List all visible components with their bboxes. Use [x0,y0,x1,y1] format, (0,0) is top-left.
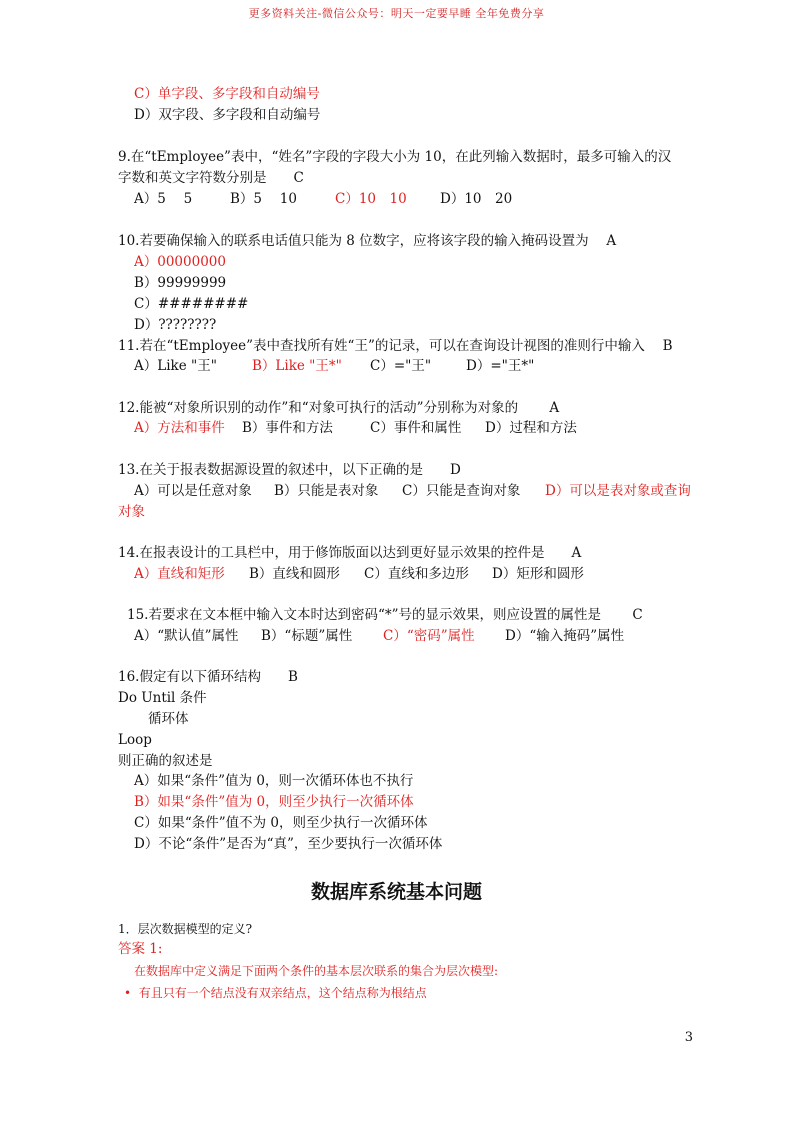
q11-options [134,357,534,375]
answer-label: 答案 1: [118,941,163,957]
q13-option-a: A）可以是任意对象 [134,483,252,499]
q15-option-a: A）“默认值”属性 [134,628,239,644]
answer-item-text: 有且只有一个结点没有双亲结点，这个结点称为根结点 [138,986,427,1000]
q13-stem: 13.在关于报表数据源设置的叙述中，以下正确的是 D [118,462,461,478]
q13-option-d-cont: 对象 [118,504,145,520]
q9-options [134,190,512,208]
q9-stem-line1: 9.在“tEmployee”表中，“姓名”字段的字段大小为 10，在此列输入数据时，最多可输入的汉 [118,149,672,165]
q11-option-b: B）Like "王*" [252,358,342,374]
q13-options [134,482,691,500]
q16-code-line2: 循环体 [148,711,189,727]
bullet-icon: • [124,986,132,1000]
q12-options [134,419,577,437]
q10-option-d: D）???????? [134,317,217,333]
page-header-banner: 更多资料关注-微信公众号：明天一定要早睡 全年免费分享 [248,7,545,20]
q15-option-b: B）“标题”属性 [261,628,353,644]
q10-option-b: B）99999999 [134,275,227,291]
q10-option-a: A）00000000 [134,254,226,270]
q9-option-a: A）5 5 [134,191,193,207]
q14-stem: 14.在报表设计的工具栏中，用于修饰版面以达到更好显示效果的控件是 A [118,545,582,561]
q15-stem: 15.若要求在文本框中输入文本时达到密码“*”号的显示效果，则应设置的属性是 C [127,607,643,623]
prev-option-d: D）双字段、多字段和自动编号 [134,107,321,123]
q12-option-a: A）方法和事件 [134,420,225,436]
q16-option-c: C）如果“条件”值不为 0，则至少执行一次循环体 [134,815,428,831]
q13-option-b: B）只能是表对象 [274,483,379,499]
q16-code-line3: Loop [118,732,152,748]
q15-options [134,627,624,645]
prev-option-c: C）单字段、多字段和自动编号 [134,86,320,102]
q16-stem: 16.假定有以下循环结构 B [118,669,298,685]
q16-code-line1: Do Until 条件 [118,690,207,706]
q13-option-d: D）可以是表对象或查询 [545,483,691,499]
q14-option-a: A）直线和矩形 [134,566,225,582]
q11-option-d: D）="王*" [466,358,535,374]
q14-option-c: C）直线和多边形 [364,566,469,582]
q14-options [134,565,584,583]
page-number: 3 [684,1030,693,1045]
q15-option-c: C）“密码”属性 [383,628,475,644]
q9-stem-line2: 字数和英文字符数分别是 C [118,170,304,186]
q14-option-d: D）矩形和圆形 [492,566,584,582]
q16-option-b: B）如果“条件”值为 0，则至少执行一次循环体 [134,794,414,810]
q10-stem: 10.若要确保输入的联系电话值只能为 8 位数字，应将该字段的输入掩码设置为 A [118,233,617,249]
q16-option-a: A）如果“条件”值为 0，则一次循环体也不执行 [134,773,414,789]
q12-option-b: B）事件和方法 [242,420,333,436]
q10-option-c: C）######## [134,296,249,312]
q11-option-c: C）="王" [370,358,432,374]
answer-list-item [124,984,427,1002]
section-title: 数据库系统基本问题 [310,881,482,903]
q12-option-c: C）事件和属性 [370,420,462,436]
q9-option-c: C）10 10 [335,191,407,207]
q12-option-d: D）过程和方法 [485,420,577,436]
q9-option-b: B）5 10 [230,191,297,207]
q14-option-b: B）直线和圆形 [249,566,340,582]
q12-stem: 12.能被“对象所识别的动作”和“对象可执行的活动”分别称为对象的 A [118,400,560,416]
q16-question: 则正确的叙述是 [118,753,213,769]
q9-option-d: D）10 20 [440,191,513,207]
q16-option-d: D）不论“条件”是否为“真”，至少要执行一次循环体 [134,836,443,852]
q13-option-c: C）只能是查询对象 [402,483,521,499]
section-question-1: 1．层次数据模型的定义? [118,922,253,936]
answer-definition: 在数据库中定义满足下面两个条件的基本层次联系的集合为层次模型: [134,964,499,978]
q11-option-a: A）Like "王" [134,358,217,374]
q15-option-d: D）“输入掩码”属性 [505,628,625,644]
q11-stem: 11.若在“tEmployee”表中查找所有姓“王”的记录，可以在查询设计视图的准则行中输入 B [118,338,673,354]
